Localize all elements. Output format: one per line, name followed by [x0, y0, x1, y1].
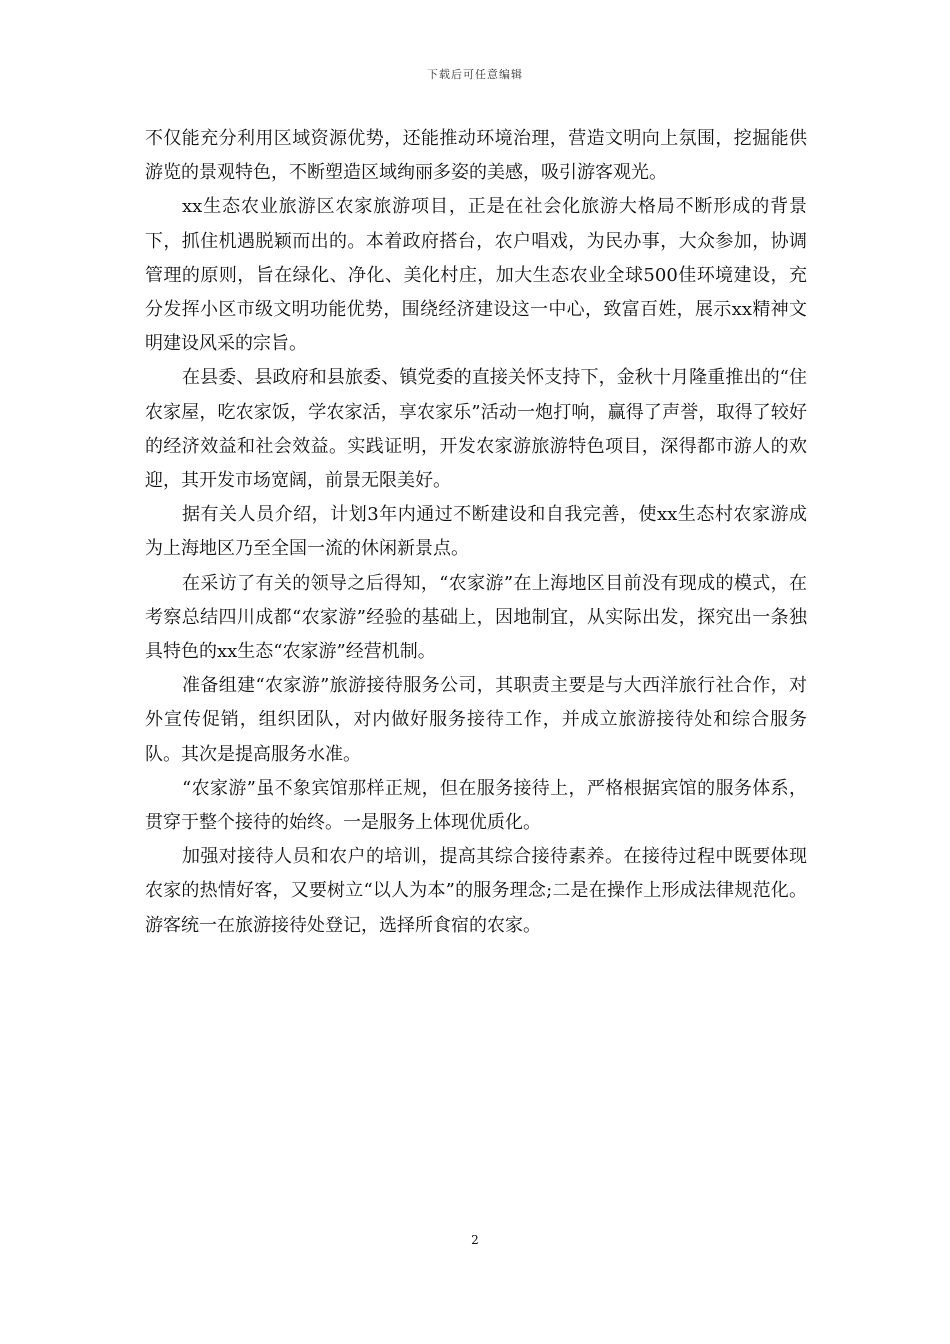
page-header: 下载后可任意编辑	[427, 68, 523, 81]
document-body	[145, 122, 807, 943]
paragraph: 准备组建“农家游”旅游接待服务公司，其职责主要是与大西洋旅行社合作，对外宣传促销，组织团队，对内做好服务接待工作，并成立旅游接待处和综合服务队。其次是提高服务水准。	[145, 675, 807, 765]
paragraph: 在采访了有关的领导之后得知，“农家游”在上海地区目前没有现成的模式，在考察总结四川成都“农家游”经验的基础上，因地制宜，从实际出发，探究出一条独具特色的xx生态“农家游”经营机制。	[145, 572, 807, 663]
paragraph: 加强对接待人员和农户的培训，提高其综合接待素养。在接待过程中既要体现农家的热情好客，又要树立“以人为本”的服务理念;二是在操作上形成法律规范化。游客统一在旅游接待处登记，选择所食宿的农家。	[145, 846, 807, 936]
paragraph: 不仅能充分利用区域资源优势，还能推动环境治理，营造文明向上氛围，挖掘能供游览的景观特色，不断塑造区域绚丽多姿的美感，吸引游客观光。	[145, 128, 807, 184]
paragraph: 在县委、县政府和县旅委、镇党委的直接关怀支持下，金秋十月隆重推出的“住农家屋，吃农家饭，学农家活，享农家乐”活动一炮打响，赢得了声誉，取得了较好的经济效益和社会效益。实践证明，开发农家游旅游特色项目，深得都市游人的欢迎，其开发市场宽阔，前景无限美好。	[145, 367, 807, 492]
paragraph: xx生态农业旅游区农家旅游项目，正是在社会化旅游大格局不断形成的背景下，抓住机遇脱颖而出的。本着政府搭台，农户唱戏，为民办事，大众参加，协调管理的原则，旨在绿化、净化、美化村庄，加大生态农业全球500佳环境建设，充分发挥小区市级文明功能优势，围绕经济建设这一中心，致富百姓，展示xx精神文明建设风采的宗旨。	[145, 196, 807, 355]
paragraph: 据有关人员介绍，计划3年内通过不断建设和自我完善，使xx生态村农家游成为上海地区乃至全国一流的休闲新景点。	[145, 504, 807, 560]
page-number: 2	[471, 1233, 479, 1247]
paragraph: “农家游”虽不象宾馆那样正规，但在服务接待上，严格根据宾馆的服务体系，贯穿于整个接待的始终。一是服务上体现优质化。	[145, 777, 807, 834]
